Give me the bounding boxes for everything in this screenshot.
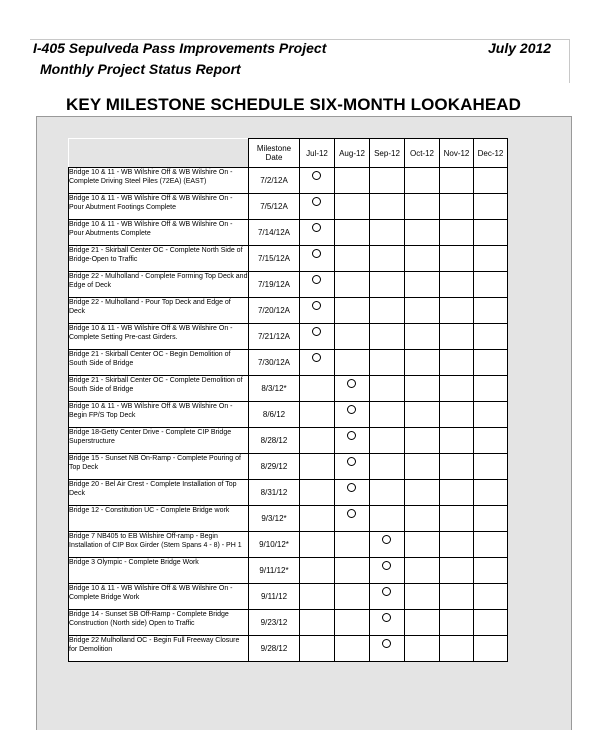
month-cell [300,558,335,584]
month-cell [335,558,370,584]
milestone-description: Bridge 20 - Bel Air Crest - Complete Installation of Top Deck [69,480,249,506]
month-cell [335,506,370,532]
milestone-circle-icon [382,535,391,544]
month-cell [440,168,474,194]
month-cell [405,402,440,428]
month-cell [335,636,370,662]
milestone-date: 9/11/12* [249,558,300,584]
milestone-date: 7/19/12A [249,272,300,298]
table-row [69,272,508,298]
milestone-date: 8/6/12 [249,402,300,428]
month-cell [405,298,440,324]
month-cell [474,428,508,454]
milestone-date-header: Milestone Date [249,139,300,168]
table-row [69,532,508,558]
milestone-date: 7/2/12A [249,168,300,194]
table-row [69,558,508,584]
project-title: I-405 Sepulveda Pass Improvements Project [33,40,327,56]
milestone-description: Bridge 10 & 11 - WB Wilshire Off & WB Wilshire On - Pour Abutments Complete [69,220,249,246]
milestone-rows [69,168,508,662]
month-cell [405,636,440,662]
month-cell [370,402,405,428]
month-cell [440,636,474,662]
month-cell [370,350,405,376]
milestone-description: Bridge 12 - Constitution UC - Complete Bridge work [69,506,249,532]
milestone-description: Bridge 14 - Sunset SB Off-Ramp - Complete Bridge Construction (North side) Open to Traffic [69,610,249,636]
milestone-date: 9/11/12 [249,584,300,610]
month-cell [474,636,508,662]
milestone-date: 7/14/12A [249,220,300,246]
milestone-description: Bridge 7 NB405 to EB Wilshire Off-ramp - Begin Installation of CIP Box Girder (Stem Spans 4 - 8) - PH 1 [69,532,249,558]
month-header: Sep-12 [370,139,405,168]
milestone-date: 7/15/12A [249,246,300,272]
month-cell [300,350,335,376]
month-header: Oct-12 [405,139,440,168]
month-cell [474,558,508,584]
month-cell [335,168,370,194]
table-row [69,194,508,220]
month-cell [440,610,474,636]
month-cell [370,480,405,506]
month-cell [440,402,474,428]
milestone-description: Bridge 22 - Mulholland - Complete Forming Top Deck and Edge of Deck [69,272,249,298]
table-row [69,298,508,324]
month-cell [335,532,370,558]
month-cell [405,532,440,558]
table-row [69,480,508,506]
month-cell [440,376,474,402]
table-row [69,454,508,480]
milestone-circle-icon [312,249,321,258]
milestone-date: 8/29/12 [249,454,300,480]
milestone-description: Bridge 21 - Skirball Center OC - Complete North Side of Bridge-Open to Traffic [69,246,249,272]
month-cell [300,532,335,558]
table-header-row [69,139,508,168]
month-cell [405,168,440,194]
month-cell [300,506,335,532]
milestone-circle-icon [382,561,391,570]
month-cell [370,272,405,298]
milestone-date: 8/28/12 [249,428,300,454]
month-cell [370,558,405,584]
month-cell [300,610,335,636]
milestone-circle-icon [382,639,391,648]
month-cell [405,480,440,506]
month-cell [370,220,405,246]
month-cell [405,610,440,636]
table-row [69,350,508,376]
month-cell [440,272,474,298]
month-cell [300,454,335,480]
month-cell [440,584,474,610]
header-right-rule [569,39,570,83]
month-cell [370,168,405,194]
month-cell [474,350,508,376]
report-date: July 2012 [488,40,552,56]
milestone-description: Bridge 18-Getty Center Drive - Complete CIP Bridge Superstructure [69,428,249,454]
milestone-description: Bridge 22 - Mulholland - Pour Top Deck and Edge of Deck [69,298,249,324]
milestone-date: 9/23/12 [249,610,300,636]
month-cell [335,376,370,402]
table-row [69,246,508,272]
header-blank-cell [69,139,249,168]
milestone-circle-icon [382,613,391,622]
month-header: Jul-12 [300,139,335,168]
milestone-circle-icon [312,171,321,180]
month-cell [405,324,440,350]
milestone-circle-icon [312,301,321,310]
month-cell [474,220,508,246]
month-cell [474,584,508,610]
table-row [69,402,508,428]
month-cell [474,272,508,298]
month-cell [300,324,335,350]
month-cell [440,454,474,480]
table-row [69,506,508,532]
month-cell [440,298,474,324]
month-cell [405,376,440,402]
month-cell [440,246,474,272]
milestone-date: 9/28/12 [249,636,300,662]
milestone-date: 9/3/12* [249,506,300,532]
milestone-table [68,138,508,662]
milestone-circle-icon [312,353,321,362]
milestone-circle-icon [347,509,356,518]
month-header: Dec-12 [474,139,508,168]
milestone-description: Bridge 15 - Sunset NB On-Ramp - Complete Pouring of Top Deck [69,454,249,480]
month-cell [300,194,335,220]
month-cell [474,324,508,350]
milestone-date: 7/20/12A [249,298,300,324]
milestone-description: Bridge 10 & 11 - WB Wilshire Off & WB Wilshire On - Complete Bridge Work [69,584,249,610]
month-cell [440,220,474,246]
milestone-date: 8/31/12 [249,480,300,506]
month-cell [370,506,405,532]
table-row [69,584,508,610]
month-cell [370,636,405,662]
month-cell [300,402,335,428]
milestone-circle-icon [347,431,356,440]
table-row [69,610,508,636]
month-cell [474,506,508,532]
month-cell [370,194,405,220]
milestone-description: Bridge 10 & 11 - WB Wilshire Off & WB Wilshire On - Begin FP/S Top Deck [69,402,249,428]
milestone-description: Bridge 10 & 11 - WB Wilshire Off & WB Wilshire On - Complete Driving Steel Piles (72EA) (EAST) [69,168,249,194]
month-cell [440,480,474,506]
month-cell [335,298,370,324]
month-cell [335,402,370,428]
month-cell [335,454,370,480]
month-cell [440,558,474,584]
month-cell [440,506,474,532]
month-cell [300,298,335,324]
month-cell [405,246,440,272]
month-cell [370,428,405,454]
month-cell [370,298,405,324]
month-cell [370,324,405,350]
month-cell [300,376,335,402]
milestone-date: 7/30/12A [249,350,300,376]
month-cell [405,194,440,220]
milestone-circle-icon [312,197,321,206]
month-cell [440,350,474,376]
table-row [69,220,508,246]
month-cell [405,428,440,454]
month-cell [300,428,335,454]
month-cell [405,350,440,376]
table-row [69,376,508,402]
month-cell [300,246,335,272]
month-cell [405,272,440,298]
month-cell [370,610,405,636]
month-cell [335,350,370,376]
month-cell [474,454,508,480]
month-cell [335,480,370,506]
milestone-circle-icon [347,483,356,492]
month-cell [300,272,335,298]
milestone-circle-icon [312,223,321,232]
month-cell [335,610,370,636]
milestone-date: 9/10/12* [249,532,300,558]
month-cell [405,558,440,584]
report-title: Monthly Project Status Report [40,61,241,77]
milestone-description: Bridge 10 & 11 - WB Wilshire Off & WB Wilshire On - Pour Abutment Footings Complete [69,194,249,220]
month-cell [335,194,370,220]
month-cell [370,376,405,402]
month-cell [300,168,335,194]
table-row [69,428,508,454]
milestone-description: Bridge 10 & 11 - WB Wilshire Off & WB Wilshire On - Complete Setting Pre-cast Girders. [69,324,249,350]
month-cell [335,246,370,272]
milestone-circle-icon [347,379,356,388]
milestone-description: Bridge 22 Mulholland OC - Begin Full Freeway Closure for Demolition [69,636,249,662]
month-cell [440,194,474,220]
month-cell [474,246,508,272]
month-cell [300,636,335,662]
month-header: Nov-12 [440,139,474,168]
month-cell [335,584,370,610]
month-cell [474,480,508,506]
month-cell [474,532,508,558]
milestone-date: 8/3/12* [249,376,300,402]
month-cell [474,610,508,636]
month-cell [370,584,405,610]
month-cell [335,272,370,298]
month-cell [300,220,335,246]
milestone-circle-icon [347,405,356,414]
milestone-description: Bridge 21 - Skirball Center OC - Complete Demolition of South Side of Bridge [69,376,249,402]
month-cell [405,220,440,246]
schedule-heading: KEY MILESTONE SCHEDULE SIX-MONTH LOOKAHEAD [66,95,522,114]
month-cell [370,246,405,272]
table-row [69,168,508,194]
month-cell [440,532,474,558]
milestone-circle-icon [312,275,321,284]
month-cell [440,324,474,350]
month-cell [300,584,335,610]
month-cell [370,532,405,558]
milestone-description: Bridge 21 - Skirball Center OC - Begin Demolition of South Side of Bridge [69,350,249,376]
month-cell [474,298,508,324]
month-cell [405,584,440,610]
month-cell [335,428,370,454]
milestone-circle-icon [312,327,321,336]
milestone-date: 7/21/12A [249,324,300,350]
table-row [69,324,508,350]
month-cell [405,454,440,480]
milestone-circle-icon [382,587,391,596]
table-row [69,636,508,662]
month-cell [335,220,370,246]
month-cell [335,324,370,350]
month-cell [474,376,508,402]
month-cell [300,480,335,506]
milestone-circle-icon [347,457,356,466]
milestone-description: Bridge 3 Olympic - Complete Bridge Work [69,558,249,584]
month-cell [370,454,405,480]
month-cell [405,506,440,532]
month-cell [474,194,508,220]
month-cell [474,168,508,194]
milestone-date: 7/5/12A [249,194,300,220]
month-cell [474,402,508,428]
month-cell [440,428,474,454]
month-header: Aug-12 [335,139,370,168]
